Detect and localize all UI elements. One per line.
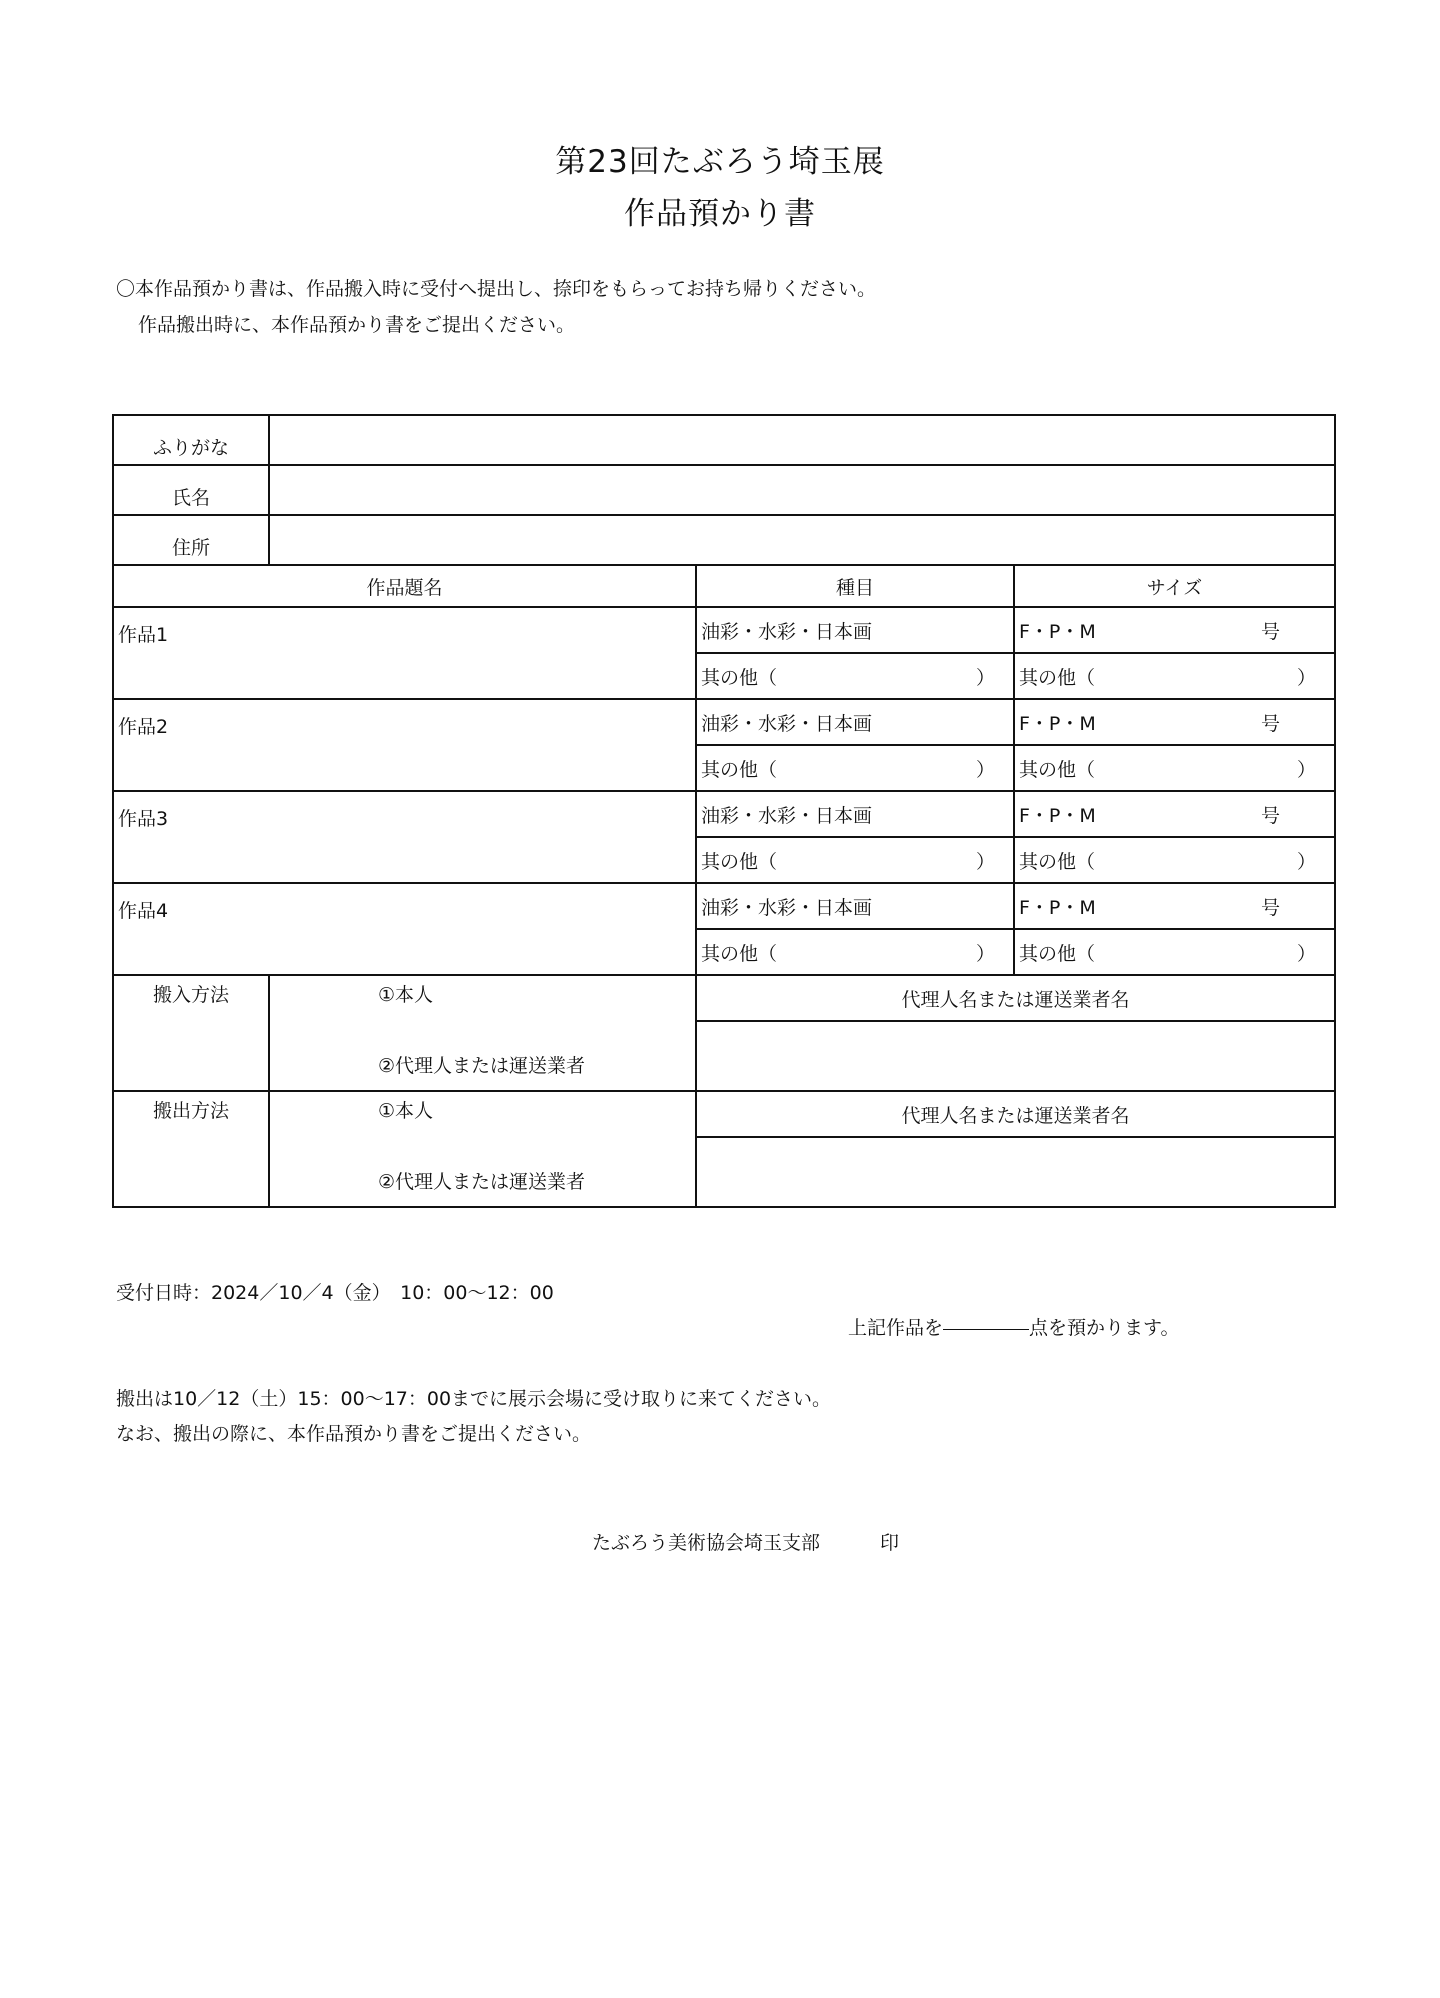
other-open: 其の他（ (1019, 942, 1096, 965)
size-unit: 号 (1261, 712, 1281, 735)
size-unit: 号 (1261, 896, 1281, 919)
other-open: 其の他（ (1019, 850, 1096, 873)
organization-name: たぶろう美術協会埼玉支部 (592, 1532, 821, 1554)
other-close: ） (1297, 850, 1317, 873)
other-close: ） (975, 942, 995, 965)
work-4-label: 作品4 (118, 900, 169, 922)
size-options: F・P・M (1019, 620, 1096, 643)
col-header-title: 作品題名 (113, 565, 696, 607)
receipt-statement (848, 1313, 1180, 1340)
other-open: 其の他（ (701, 850, 778, 873)
work-1-size-other[interactable] (1014, 653, 1335, 699)
other-open: 其の他（ (1019, 666, 1096, 689)
carry-in-agent-field[interactable] (696, 1021, 1335, 1091)
other-open: 其の他（ (701, 666, 778, 689)
work-3-size[interactable] (1014, 791, 1335, 837)
work-3-title-field[interactable] (113, 791, 696, 883)
work-2-category[interactable]: 油彩・水彩・日本画 (696, 699, 1014, 745)
page-subtitle: 作品預かり書 (624, 196, 816, 232)
carry-in-label: 搬入方法 (113, 975, 269, 1091)
carry-out-option-agent[interactable]: ②代理人または運送業者 (378, 1171, 586, 1193)
carry-in-agent-header: 代理人名または運送業者名 (696, 975, 1335, 1021)
reception-datetime: 受付日時：2024／10／4（金） 10：00～12：00 (116, 1282, 554, 1304)
carry-out-note-1: 搬出は10／12（土）15：00～17：00までに展示会場に受け取りに来てください。 (116, 1388, 832, 1410)
other-open: 其の他（ (1019, 758, 1096, 781)
work-1-category-other[interactable] (696, 653, 1014, 699)
page-title: 第23回たぶろう埼玉展 (555, 144, 885, 180)
work-1-label: 作品1 (118, 624, 169, 646)
receipt-count-blank[interactable] (943, 1329, 1029, 1330)
receipt-prefix: 上記作品を (848, 1317, 944, 1339)
work-2-category-other[interactable] (696, 745, 1014, 791)
work-3-category-other[interactable] (696, 837, 1014, 883)
work-4-category-other[interactable] (696, 929, 1014, 975)
receipt-form-table (112, 414, 1336, 1208)
work-4-size[interactable] (1014, 883, 1335, 929)
other-close: ） (1297, 942, 1317, 965)
carry-out-agent-field[interactable] (696, 1137, 1335, 1207)
work-4-size-other[interactable] (1014, 929, 1335, 975)
size-unit: 号 (1261, 804, 1281, 827)
size-options: F・P・M (1019, 804, 1096, 827)
address-field[interactable] (269, 515, 1335, 565)
other-close: ） (975, 758, 995, 781)
carry-out-option-self[interactable]: ①本人 (378, 1100, 434, 1122)
col-header-category: 種目 (696, 565, 1014, 607)
work-4-category[interactable]: 油彩・水彩・日本画 (696, 883, 1014, 929)
work-4-title-field[interactable] (113, 883, 696, 975)
work-2-size-other[interactable] (1014, 745, 1335, 791)
seal-mark: 印 (880, 1532, 900, 1554)
other-close: ） (975, 850, 995, 873)
carry-in-option-agent[interactable]: ②代理人または運送業者 (378, 1055, 586, 1077)
size-unit: 号 (1261, 620, 1281, 643)
name-label: 氏名 (113, 465, 269, 515)
work-3-category[interactable]: 油彩・水彩・日本画 (696, 791, 1014, 837)
name-field[interactable] (269, 465, 1335, 515)
carry-out-agent-header: 代理人名または運送業者名 (696, 1091, 1335, 1137)
other-close: ） (1297, 666, 1317, 689)
carry-in-option-self[interactable]: ①本人 (378, 984, 434, 1006)
other-close: ） (975, 666, 995, 689)
carry-out-options (269, 1091, 696, 1207)
work-3-label: 作品3 (118, 808, 169, 830)
size-options: F・P・M (1019, 712, 1096, 735)
col-header-size: サイズ (1014, 565, 1335, 607)
work-1-title-field[interactable] (113, 607, 696, 699)
work-1-category[interactable]: 油彩・水彩・日本画 (696, 607, 1014, 653)
carry-out-label: 搬出方法 (113, 1091, 269, 1207)
other-open: 其の他（ (701, 942, 778, 965)
work-3-size-other[interactable] (1014, 837, 1335, 883)
receipt-suffix: 点を預かります。 (1029, 1317, 1180, 1339)
other-close: ） (1297, 758, 1317, 781)
work-1-size[interactable] (1014, 607, 1335, 653)
organization-line (592, 1528, 899, 1555)
other-open: 其の他（ (701, 758, 778, 781)
notice-line-2: 作品搬出時に、本作品預かり書をご提出ください。 (138, 314, 576, 336)
carry-out-note-2: なお、搬出の際に、本作品預かり書をご提出ください。 (116, 1423, 592, 1445)
carry-in-options (269, 975, 696, 1091)
work-2-title-field[interactable] (113, 699, 696, 791)
work-2-label: 作品2 (118, 716, 169, 738)
furigana-field[interactable] (269, 415, 1335, 465)
size-options: F・P・M (1019, 896, 1096, 919)
address-label: 住所 (113, 515, 269, 565)
notice-line-1: 〇本作品預かり書は、作品搬入時に受付へ提出し、捺印をもらってお持ち帰りください。 (116, 278, 877, 300)
furigana-label: ふりがな (113, 415, 269, 465)
work-2-size[interactable] (1014, 699, 1335, 745)
